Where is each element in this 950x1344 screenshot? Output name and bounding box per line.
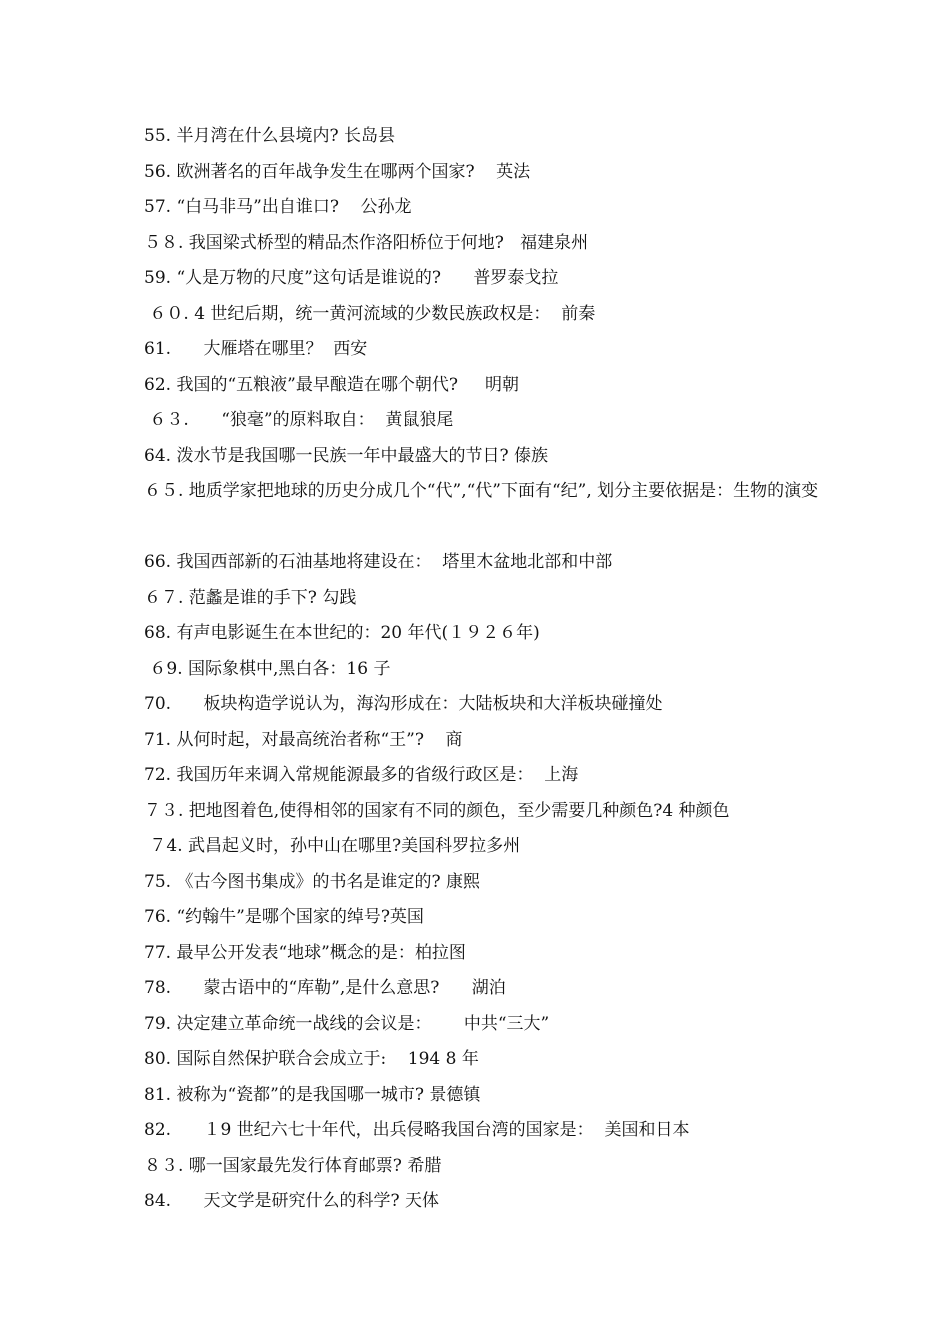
quiz-line-55: 55. 半月湾在什么县境内? 长岛县 [144, 126, 395, 146]
quiz-line-64: 64. 泼水节是我国哪一民族一年中最盛大的节日? 傣族 [144, 445, 548, 466]
quiz-line-68: 68. 有声电影诞生在本世纪的：20 年代(１９２６年) [144, 623, 540, 643]
quiz-line-77: 77. 最早公开发表“地球”概念的是：柏拉图 [144, 942, 466, 963]
quiz-line-71: 71. 从何时起，对最高统治者称“王”? 商 [144, 729, 463, 750]
quiz-line-70: 70. 板块构造学说认为，海沟形成在：大陆板块和大洋板块碰撞处 [144, 694, 663, 714]
quiz-line-63: ６３. “狼毫”的原料取自： 黄鼠狼尾 [144, 410, 454, 430]
quiz-line-66: 66. 我国西部新的石油基地将建设在： 塔里木盆地北部和中部 [144, 552, 613, 572]
quiz-line-58: ５８. 我国梁式桥型的精品杰作洛阳桥位于何地? 福建泉州 [144, 232, 589, 253]
quiz-line-83: ８３. 哪一国家最先发行体育邮票? 希腊 [144, 1155, 442, 1176]
quiz-line-57: 57. “白马非马”出自谁口? 公孙龙 [144, 197, 412, 217]
quiz-line-69: ６9. 国际象棋中,黑白各：16 子 [144, 658, 391, 679]
quiz-line-56: 56. 欧洲著名的百年战争发生在哪两个国家? 英法 [144, 161, 531, 182]
quiz-line-82: 82. １9 世纪六七十年代，出兵侵略我国台湾的国家是： 美国和日本 [144, 1120, 690, 1140]
quiz-line-72: 72. 我国历年来调入常规能源最多的省级行政区是： 上海 [144, 765, 579, 785]
quiz-line-61: 61. 大雁塔在哪里？ 西安 [144, 339, 368, 359]
quiz-line-65: ６５. 地质学家把地球的历史分成几个“代”,“代”下面有“纪”, 划分主要依据是：生物的演变 [144, 481, 819, 501]
quiz-line-74: ７4. 武昌起义时，孙中山在哪里?美国科罗拉多州 [144, 836, 521, 856]
quiz-line-59: 59. “人是万物的尺度”这句话是谁说的? 普罗泰戈拉 [144, 268, 559, 288]
quiz-line-76: 76. “约翰牛”是哪个国家的绰号?英国 [144, 907, 424, 927]
quiz-line-60: ６０. 4 世纪后期，统一黄河流域的少数民族政权是： 前秦 [144, 303, 596, 324]
quiz-line-62: 62. 我国的“五粮液”最早酿造在哪个朝代? 明朝 [144, 374, 519, 395]
quiz-line-81: 81. 被称为“瓷都”的是我国哪一城市? 景德镇 [144, 1084, 481, 1105]
quiz-line-73: ７３. 把地图着色,使得相邻的国家有不同的颜色，至少需要几种颜色?4 种颜色 [144, 800, 730, 821]
quiz-line-79: 79. 决定建立革命统一战线的会议是： 中共“三大” [144, 1013, 550, 1034]
quiz-line-78: 78. 蒙古语中的“库勒”,是什么意思? 湖泊 [144, 978, 506, 998]
quiz-line-67: ６７. 范蠡是谁的手下? 勾践 [144, 587, 357, 608]
quiz-line-75: 75. 《古今图书集成》的书名是谁定的? 康熙 [144, 871, 480, 892]
quiz-text-body [144, 119, 824, 1220]
quiz-line-80: 80. 国际自然保护联合会成立于: 194 8 年 [144, 1049, 479, 1069]
quiz-line-84: 84. 天文学是研究什么的科学? 天体 [144, 1191, 439, 1211]
